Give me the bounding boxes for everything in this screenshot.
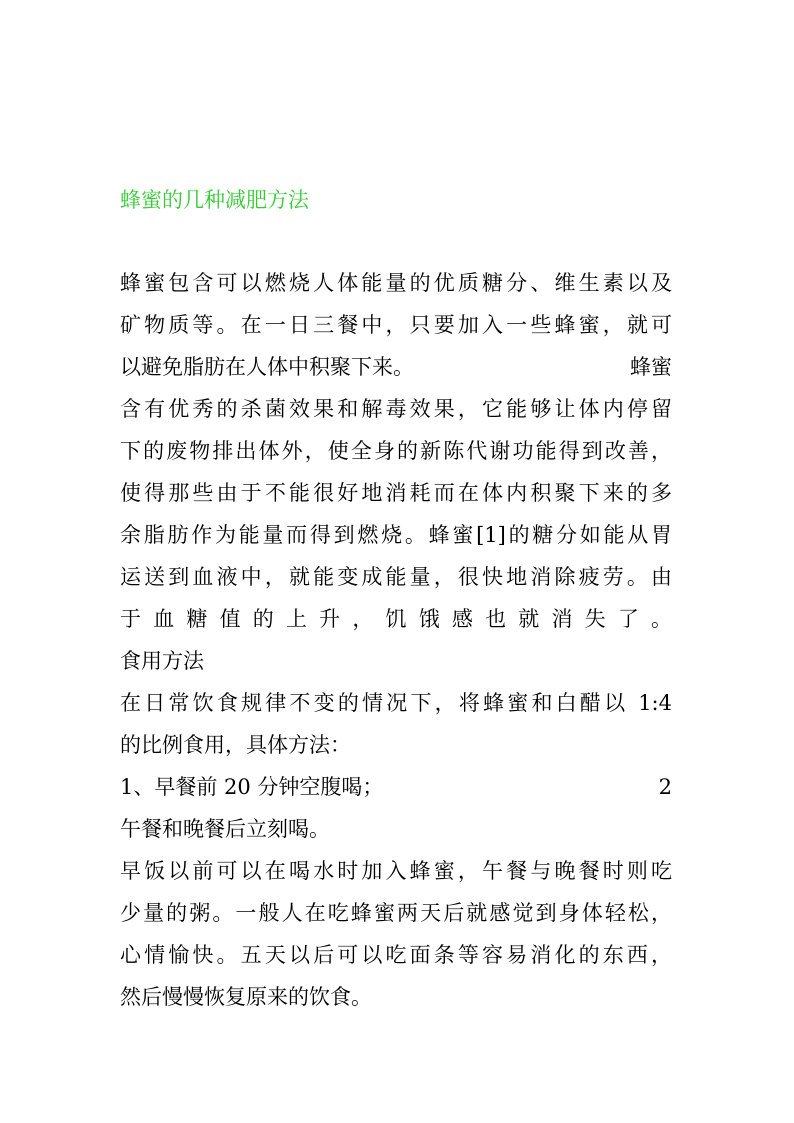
document-title: 蜂蜜的几种减肥方法: [120, 188, 309, 212]
paragraph-line: 含有优秀的杀菌效果和解毒效果，它能够让体内停留: [120, 397, 672, 421]
paragraph-line: 运送到血液中，就能变成能量，很快地消除疲劳。由: [120, 565, 672, 589]
section-heading: 食用方法: [120, 649, 204, 673]
spread-char: 血: [153, 607, 175, 631]
paragraph-line: 余脂肪作为能量而得到燃烧。蜂蜜[1]的糖分如能从胃: [120, 523, 672, 547]
paragraph-line: 心情愉快。五天以后可以吃面条等容易消化的东西，: [120, 943, 672, 967]
paragraph-line: 午餐和晚餐后立刻喝。: [120, 817, 330, 841]
paragraph-line-split: [120, 348, 672, 386]
spread-char: 消: [551, 607, 573, 631]
step-one: 1、早餐前 20 分钟空腹喝；: [120, 775, 384, 799]
paragraph-line-spread: [120, 600, 672, 638]
spread-char: 升: [319, 607, 341, 631]
spread-char: 上: [285, 607, 307, 631]
paragraph-line: 然后慢慢恢复原来的饮食。: [120, 985, 372, 1009]
spread-char: 饿: [418, 607, 440, 631]
spread-char: ，: [352, 607, 374, 631]
spread-char: 值: [219, 607, 241, 631]
step-two-number: 2: [658, 775, 672, 799]
paragraph-line: 少量的粥。一般人在吃蜂蜜两天后就感觉到身体轻松，: [120, 901, 672, 925]
spread-char: 感: [451, 607, 473, 631]
spread-char: 就: [518, 607, 540, 631]
spread-char: 糖: [186, 607, 208, 631]
paragraph-line: 矿物质等。在一日三餐中，只要加入一些蜂蜜，就可: [120, 313, 672, 337]
paragraph-line: 的比例食用，具体方法：: [120, 733, 351, 757]
spread-char: 。: [651, 607, 672, 631]
paragraph-line: 使得那些由于不能很好地消耗而在体内积聚下来的多: [120, 481, 672, 505]
paragraph-line: 早饭以前可以在喝水时加入蜂蜜，午餐与晚餐时则吃: [120, 859, 672, 883]
spread-char: 的: [252, 607, 274, 631]
spread-char: 也: [485, 607, 507, 631]
paragraph-line-split: [120, 768, 672, 806]
paragraph-line: 蜂蜜包含可以燃烧人体能量的优质糖分、维生素以及: [120, 271, 672, 295]
paragraph-line: 下的废物排出体外，使全身的新陈代谢功能得到改善，: [120, 439, 672, 463]
spread-char: 了: [617, 607, 639, 631]
spread-char: 饥: [385, 607, 407, 631]
paragraph-line: 在日常饮食规律不变的情况下，将蜂蜜和白醋以 1:4: [120, 691, 672, 715]
spread-char: 于: [120, 607, 141, 631]
paragraph-line-left: 以避免脂肪在人体中积聚下来。: [120, 355, 414, 379]
paragraph-line-right: 蜂蜜: [630, 355, 672, 379]
spread-char: 失: [584, 607, 606, 631]
